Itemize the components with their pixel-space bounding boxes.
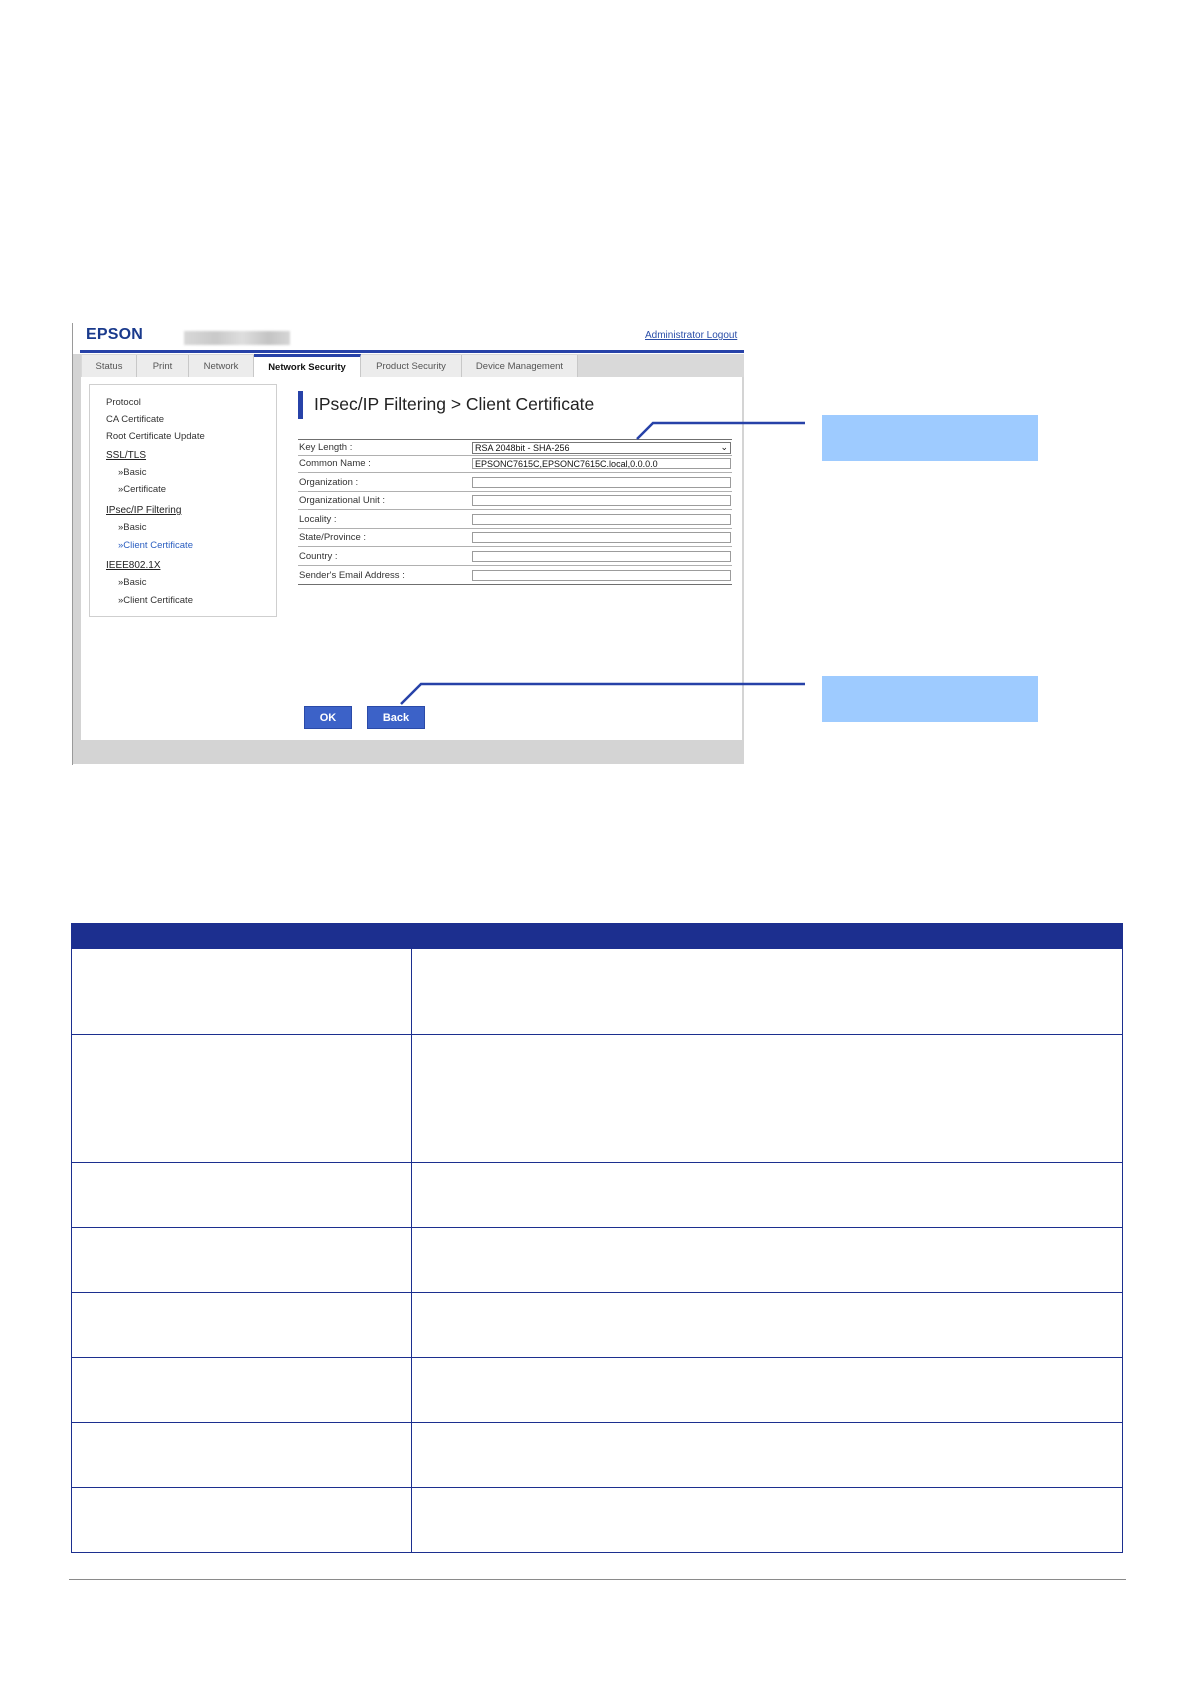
table-header-cell	[72, 924, 412, 949]
sidebar-heading-ipsec[interactable]: IPsec/IP Filtering	[106, 505, 182, 516]
table-cell	[72, 1423, 412, 1488]
table-row	[72, 1293, 1123, 1358]
table-row	[72, 1035, 1123, 1163]
table-cell	[411, 949, 1122, 1035]
key-length-value: RSA 2048bit - SHA-256	[475, 443, 570, 453]
table-header-row	[72, 924, 1123, 949]
sidebar-item-ssl-basic[interactable]: »Basic	[118, 467, 147, 478]
table-cell	[411, 1488, 1122, 1553]
table-header-cell	[411, 924, 1122, 949]
key-length-label: Key Length :	[299, 442, 353, 453]
table-row	[72, 1488, 1123, 1553]
sidebar-heading-ssl-tls[interactable]: SSL/TLS	[106, 450, 147, 461]
sidebar-item-protocol[interactable]: Protocol	[106, 397, 141, 408]
sidebar-item-ieee-client-certificate[interactable]: »Client Certificate	[118, 595, 193, 606]
sidebar-item-ca-certificate[interactable]: CA Certificate	[106, 414, 165, 425]
sender-email-label: Sender's Email Address :	[299, 570, 405, 581]
sidebar-item-ipsec-basic[interactable]: »Basic	[118, 522, 147, 533]
callout-box-1	[822, 415, 1038, 461]
sidebar-item-ssl-certificate[interactable]: »Certificate	[118, 484, 167, 495]
callout-line-2	[401, 684, 805, 704]
organizational-unit-label: Organizational Unit :	[299, 495, 386, 506]
common-name-label: Common Name :	[299, 458, 371, 469]
page-title: IPsec/IP Filtering > Client Certificate	[314, 394, 595, 414]
table-cell	[411, 1358, 1122, 1423]
tab-network[interactable]: Network	[189, 355, 254, 377]
epson-logo: EPSON	[86, 326, 144, 343]
organization-label: Organization :	[299, 477, 359, 488]
locality-label: Locality :	[299, 514, 337, 525]
table-row	[72, 1423, 1123, 1488]
table-cell	[72, 1228, 412, 1293]
administrator-logout-link[interactable]: Administrator Logout	[645, 330, 738, 341]
callout-line-1	[637, 423, 805, 439]
sidebar-item-ipsec-client-certificate[interactable]: »Client Certificate	[118, 540, 193, 551]
back-button[interactable]: Back	[367, 706, 425, 729]
chevron-down-icon: ⌄	[720, 442, 728, 452]
table-cell	[72, 1035, 412, 1163]
tab-status[interactable]: Status	[82, 355, 137, 377]
tab-device-management[interactable]: Device Management	[462, 355, 578, 377]
sidebar-item-root-certificate-update[interactable]: Root Certificate Update	[106, 431, 205, 442]
footer-divider	[69, 1579, 1126, 1580]
table-cell	[411, 1035, 1122, 1163]
tab-product-security[interactable]: Product Security	[361, 355, 462, 377]
table-row	[72, 1163, 1123, 1228]
state-province-label: State/Province :	[299, 532, 367, 543]
table-row	[72, 1358, 1123, 1423]
table-cell	[72, 1358, 412, 1423]
tab-network-security[interactable]: Network Security	[254, 354, 361, 377]
table-cell	[72, 1163, 412, 1228]
table-cell	[411, 1423, 1122, 1488]
sidebar-heading-ieee8021x[interactable]: IEEE802.1X	[106, 560, 161, 571]
tab-print[interactable]: Print	[137, 355, 189, 377]
table-cell	[411, 1228, 1122, 1293]
ok-button[interactable]: OK	[304, 706, 352, 729]
table-row	[72, 1228, 1123, 1293]
table-cell	[411, 1163, 1122, 1228]
callout-box-2	[822, 676, 1038, 722]
table-cell	[411, 1293, 1122, 1358]
settings-description-table	[71, 923, 1123, 1553]
table-cell	[72, 949, 412, 1035]
table-cell	[72, 1488, 412, 1553]
table-cell	[72, 1293, 412, 1358]
table-row	[72, 949, 1123, 1035]
sidebar-item-ieee-basic[interactable]: »Basic	[118, 577, 147, 588]
country-label: Country :	[299, 551, 338, 562]
